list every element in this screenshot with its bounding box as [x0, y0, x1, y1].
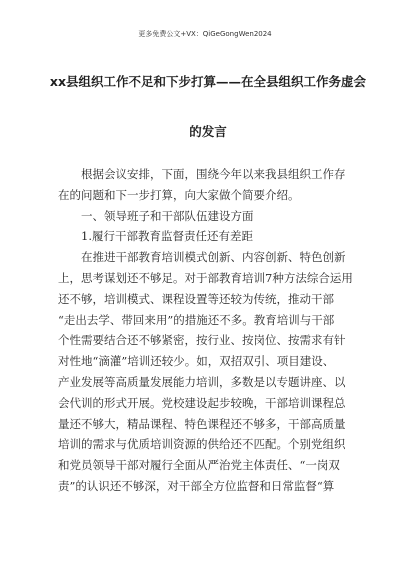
- body-line: 产业发展等高质量发展能力培训，多数是以专题讲座、以: [58, 374, 346, 389]
- document-title-line2: 的发言: [189, 124, 227, 139]
- body-line: 在推进干部教育培训模式创新、内容创新、特色创新: [81, 250, 346, 265]
- body-line: 上，思考谋划还不够足。对于部教育培训7种方法综合运用: [58, 270, 353, 285]
- body-line: “走出去学、带回来用”的措施还不多。教育培训与干部: [58, 312, 335, 327]
- document-body: [58, 164, 358, 497]
- body-line: 一、领导班子和干部队伍建设方面: [81, 208, 254, 223]
- body-line: 会代训的形式开展。党校建设起步较晚，干部培训课程总: [58, 395, 346, 410]
- body-line: 还不够，培训模式、课程设置等还较为传统，推动干部: [58, 291, 334, 306]
- body-line: 量还不够大，精品课程、特色课程还不够多，干部高质量: [58, 416, 346, 431]
- body-line: 在的问题和下一步打算，向大家做个简要介绍。: [58, 187, 300, 202]
- document-title-line1: xx县组织工作不足和下步打算——在全县组织工作务虚会: [49, 74, 367, 89]
- header-note: 更多免费公文+VX：QiGeGongWen2024: [138, 30, 272, 38]
- body-line: 责”的认识还不够深，对干部全方位监督和日常监督“算: [58, 478, 335, 493]
- body-line: 个性需要结合还不够紧密，按行业、按岗位、按需求有针: [58, 333, 346, 348]
- body-line: 和党员领导干部对履行全面从严治党主体责任、“一岗双: [58, 458, 340, 473]
- body-line: 1.履行干部教育监督责任还有差距: [81, 229, 253, 244]
- body-line: 培训的需求与优质培训资源的供给还不匹配。个别党组织: [58, 437, 346, 452]
- body-line: 根据会议安排，下面，围绕今年以来我县组织工作存: [81, 167, 346, 181]
- body-line: 对性地“滴灌”培训还较少。如，双招双引、项目建设、: [58, 354, 335, 369]
